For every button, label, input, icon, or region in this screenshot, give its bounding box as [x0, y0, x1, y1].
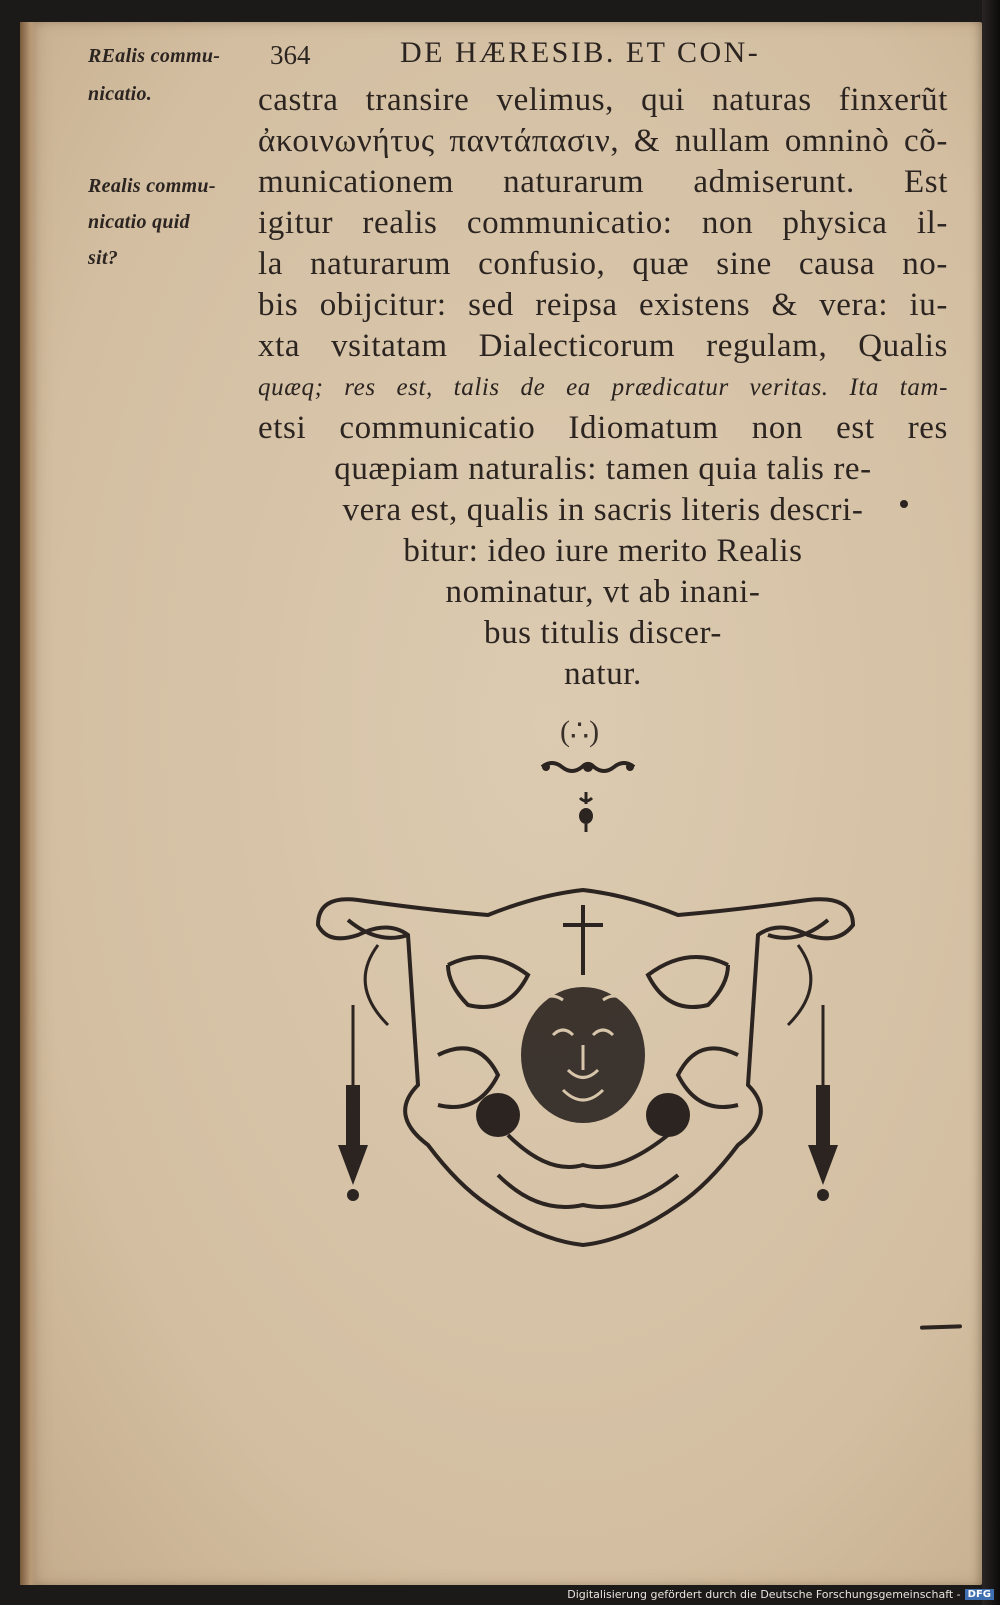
page-binding-edge: [20, 22, 38, 1585]
dfg-logo: DFG: [965, 1589, 994, 1600]
footer-credit-text: Digitalisierung gefördert durch die Deutsche Forschungsgemeinschaft -: [567, 1588, 961, 1601]
text-line: etsi communicatio Idiomatum non est res: [258, 410, 948, 446]
margin-note-2-line-1: Realis commu-: [88, 175, 216, 197]
drop-ornament-icon: [574, 790, 598, 834]
text-line: castra transire velimus, qui naturas finxerũt: [258, 82, 948, 118]
margin-note-1-line-2: nicatio.: [88, 83, 153, 105]
text-line: quæpiam naturalis: tamen quia talis re-: [334, 451, 872, 487]
page-number: 364: [270, 40, 311, 70]
flourish-ornament-icon: [538, 755, 638, 779]
text-line: nominatur, vt ab inani-: [445, 574, 761, 610]
woodcut-lion-cartouche-icon: [308, 885, 868, 1255]
text-line: natur.: [564, 656, 642, 692]
text-line-italic: quæq; res est, talis de ea prædicatur veritas. Ita tam-: [258, 374, 948, 401]
text-line: vera est, qualis in sacris literis descri-: [342, 492, 864, 528]
text-line: municationem naturarum admiserunt. Est: [258, 164, 948, 200]
text-line: igitur realis communicatio: non physica il-: [258, 205, 948, 241]
text-line: bus titulis discer-: [483, 615, 723, 651]
running-title: DE HÆRESIB. ET CON-: [400, 36, 761, 69]
margin-note-1-line-1: REalis commu-: [88, 45, 221, 67]
text-line: bis obijcitur: sed reipsa existens & vera: iu-: [258, 287, 948, 323]
text-line: xta vsitatam Dialecticorum regulam, Qualis: [258, 328, 948, 364]
text-line: la naturarum confusio, quæ sine causa no-: [258, 246, 948, 282]
text-line: bitur: ideo iure merito Realis: [403, 533, 803, 569]
ink-dot: [900, 500, 908, 508]
margin-note-2-line-3: sit?: [88, 247, 119, 269]
ornament-dots: (∴): [560, 715, 600, 748]
margin-note-2-line-2: nicatio quid: [88, 211, 190, 233]
text-line: ἀκοινωνήτυς παντάπασιν, & nullam omninò cõ-: [258, 123, 948, 159]
scan-shadow: [982, 0, 1000, 1605]
body-text: [258, 80, 948, 695]
footer-credit: [567, 1588, 994, 1601]
